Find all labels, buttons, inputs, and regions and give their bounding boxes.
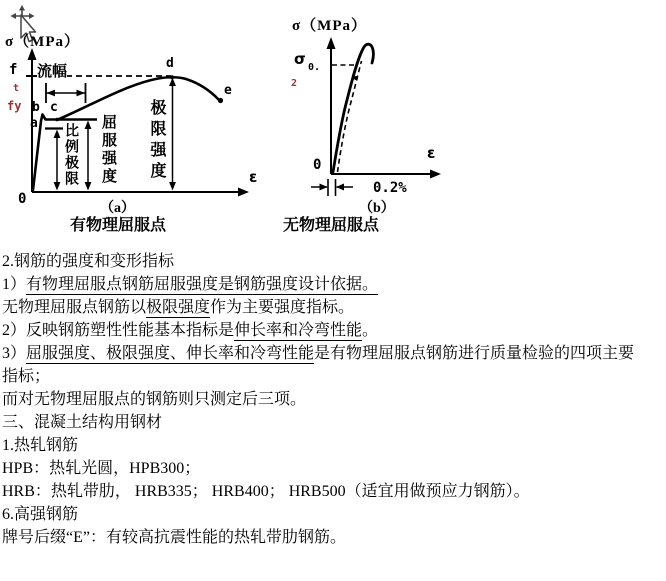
point-a-label: a — [30, 116, 38, 131]
y-axis-arrowhead — [327, 37, 336, 49]
ft-label-main: f — [9, 62, 18, 78]
diagram-b-subcaption: （b） — [359, 201, 395, 216]
fy-label: fy — [7, 99, 22, 113]
point-c-label: c — [50, 100, 58, 115]
text-segment: 三、混凝土结构用钢材 — [2, 414, 163, 431]
underlined-text-segment: 有物理屈服点钢筋屈服强度是钢筋强度设计依据。 — [26, 276, 379, 293]
text-line — [2, 411, 664, 434]
text-segment: HRB：热轧带肋， HRB335； HRB400； HRB500（适宜用做预应力钢筋）。 — [2, 483, 530, 500]
diagram-a-subcaption: （a） — [100, 201, 135, 216]
underlined-text-segment: 伸长率和冷弯性能 — [234, 322, 363, 339]
sigma02-label-main: σ — [294, 50, 306, 68]
diagram-a-caption: 有物理屈服点 — [70, 217, 167, 234]
ft-label-subscript: t — [13, 83, 20, 94]
flow-width-label: 流幅 — [37, 64, 68, 80]
text-line — [2, 319, 664, 342]
stress-strain-curve-b — [333, 44, 373, 172]
x-axis-arrowhead — [430, 170, 441, 179]
diagram-b-caption: 无物理屈服点 — [283, 217, 380, 234]
point-b-label: b — [32, 100, 40, 115]
yield-strength-label: 屈服强度 — [100, 114, 116, 186]
text-line — [2, 273, 664, 296]
diagram-b-x-axis-label: ε — [427, 144, 436, 162]
text-segment: 指标； — [2, 368, 51, 385]
text-segment: 2）反映钢筋塑性性能基本指标是 — [2, 322, 235, 339]
text-segment: 。 — [362, 322, 379, 339]
sigma02-label-subscript: 0. — [308, 62, 321, 73]
text-segment: 作为主要强度指标。 — [210, 299, 355, 316]
ultimate-strength-arrow — [169, 78, 176, 191]
text-line — [2, 250, 664, 273]
ultimate-strength-label: 极限强度 — [148, 99, 165, 183]
sigma02-point-dot — [354, 76, 358, 80]
offset-dimension-marks — [311, 179, 353, 196]
text-line — [2, 434, 664, 457]
text-line — [2, 457, 664, 480]
x-axis-arrowhead — [238, 188, 249, 197]
text-line — [2, 365, 664, 388]
text-segment: 无物理屈服点钢筋以 — [2, 299, 147, 316]
diagram-a-origin-label: 0 — [18, 191, 27, 207]
text-segment: 1.热轧钢筋 — [2, 437, 79, 454]
underlined-text-segment: 屈服强度、极限强度、伸长率和冷弯性能 — [26, 345, 315, 362]
diagram-a-x-axis-label: ε — [249, 168, 258, 186]
text-segment: HPB：热轧光圆，HPB300； — [2, 460, 201, 477]
text-line — [2, 526, 664, 549]
text-segment: 3） — [2, 345, 27, 362]
point-e-label: e — [224, 83, 232, 98]
proportional-limit-arrow — [54, 130, 61, 191]
text-line — [2, 342, 664, 365]
sigma02-label-subscript2: 2 — [291, 78, 298, 89]
underlined-text-segment: 极限强度 — [146, 299, 211, 316]
text-segment: 是有物理屈服点钢筋进行质量检验的四项主要 — [314, 345, 635, 362]
text-line — [2, 480, 664, 503]
yield-strength-arrow — [85, 121, 92, 191]
point-d-label: d — [166, 56, 174, 71]
text-line — [2, 503, 664, 526]
diagram-b-origin-label: 0 — [313, 157, 322, 173]
offset-percent-label: 0.2% — [373, 180, 407, 196]
text-segment: 而对无物理屈服点的钢筋则只测定后三项。 — [2, 391, 307, 408]
stress-strain-curve-a — [33, 77, 219, 190]
text-segment: 牌号后缀“E”：有较高抗震性能的热轧带肋钢筋。 — [2, 529, 346, 546]
notes-block — [2, 250, 664, 549]
text-segment: 6.高强钢筋 — [2, 506, 79, 523]
text-line — [2, 296, 664, 319]
text-segment: 1） — [2, 276, 27, 293]
diagram-b-y-axis-label: σ（MPa） — [292, 18, 367, 34]
text-line — [2, 388, 664, 411]
proportional-limit-label: 比例极限 — [63, 123, 78, 187]
text-segment: 2.钢筋的强度和变形指标 — [2, 253, 175, 270]
diagram-a-y-axis-label: σ（MPa） — [5, 34, 80, 50]
